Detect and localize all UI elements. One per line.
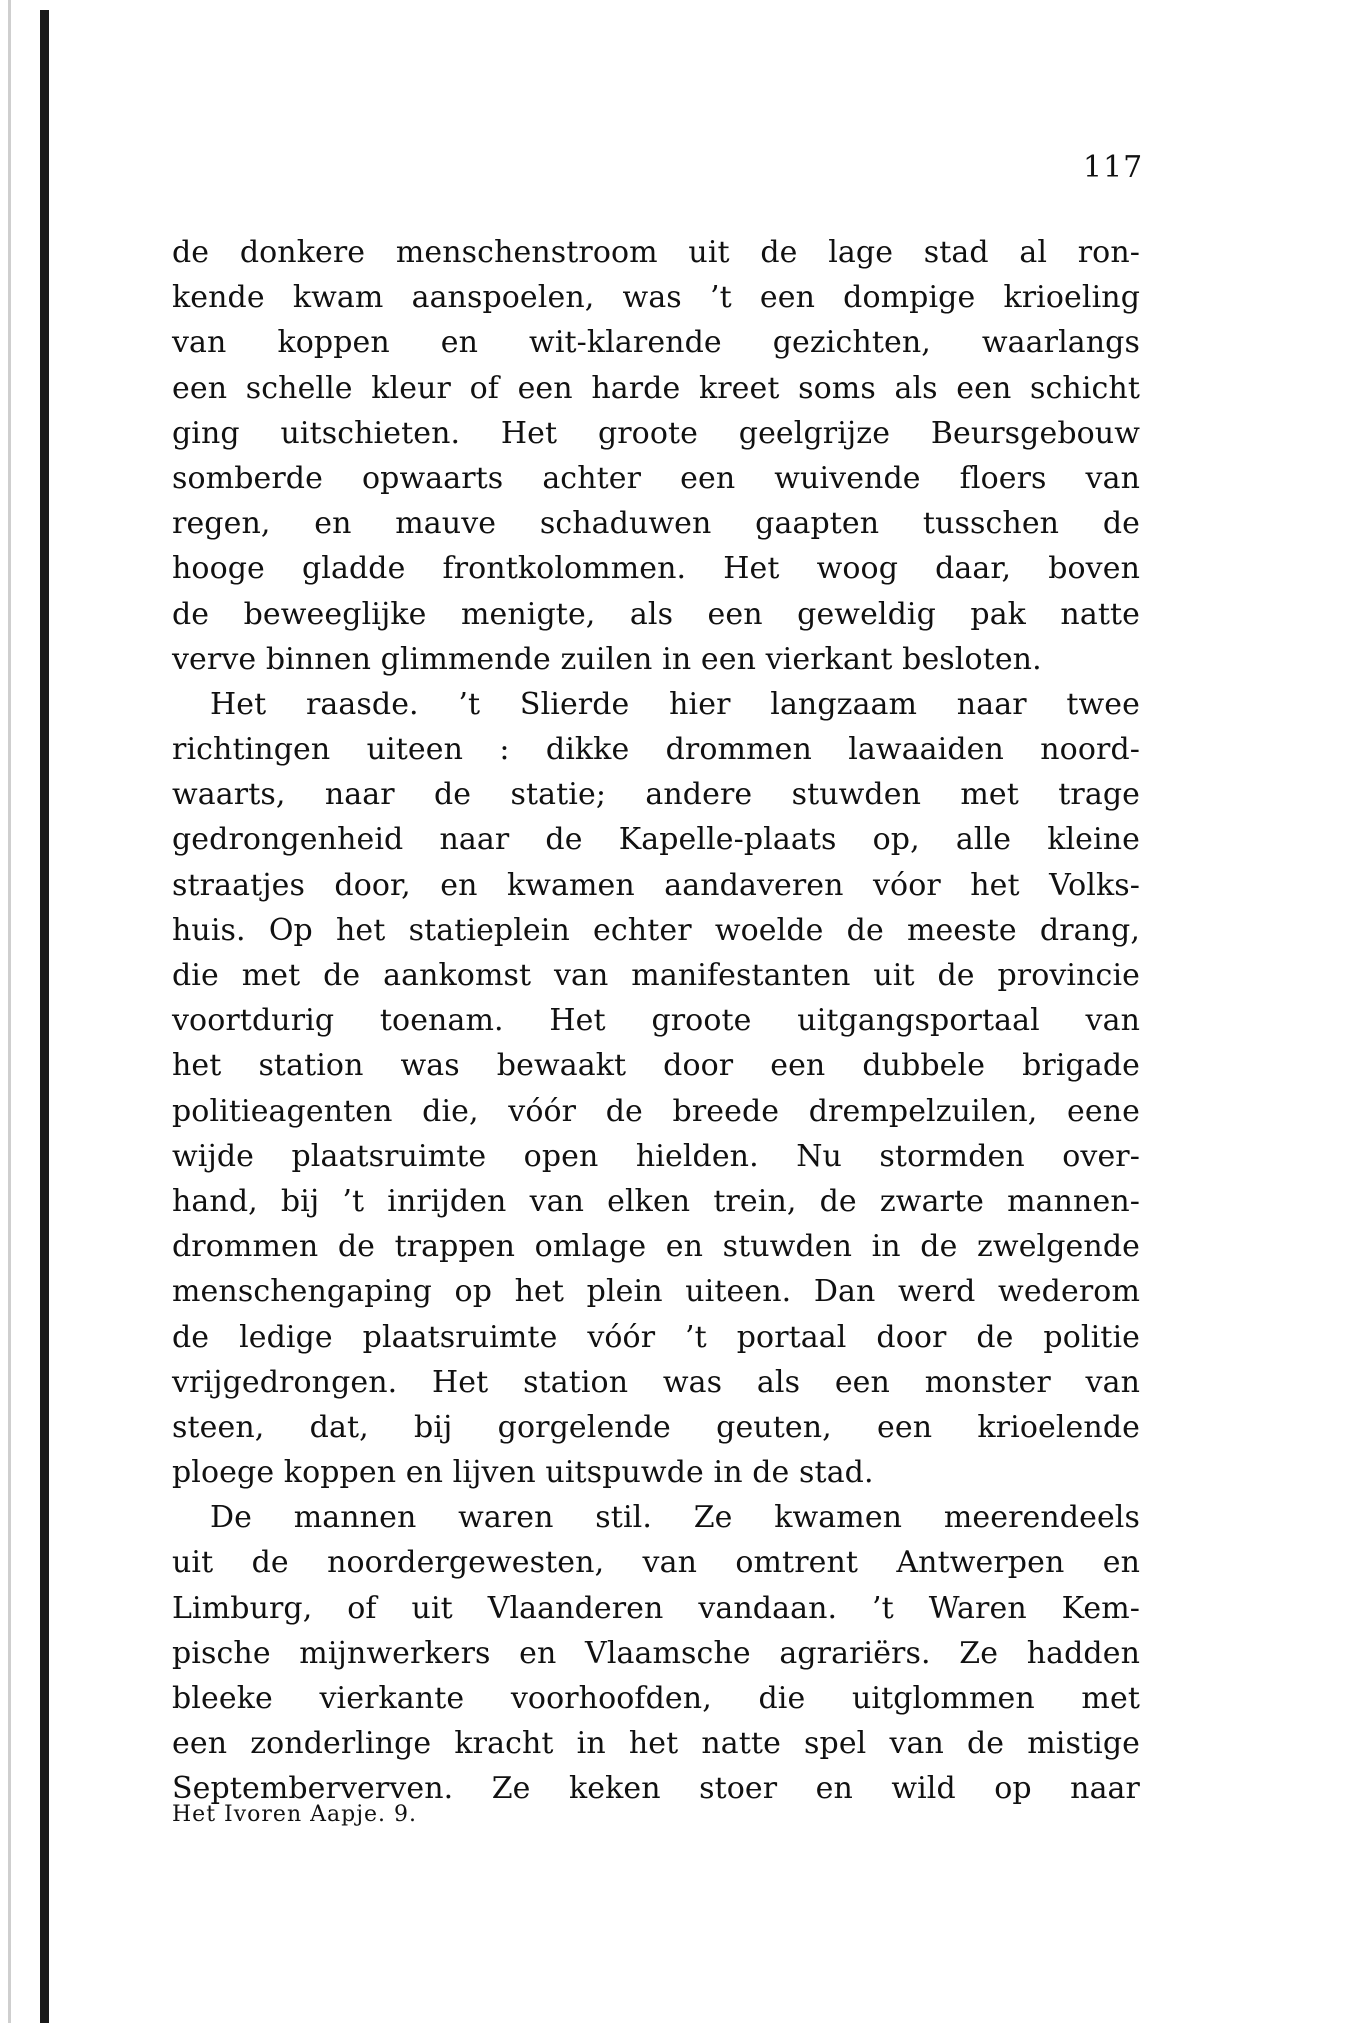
text-line: De mannen waren stil. Ze kwamen meerendeels: [210, 1500, 1140, 1536]
text-line: verve binnen glimmende zuilen in een vierkant besloten.: [172, 641, 1042, 677]
text-line: hooge gladde frontkolommen. Het woog daar, boven: [172, 551, 1140, 587]
text-line: het station was bewaakt door een dubbele brigade: [172, 1048, 1140, 1084]
text-line: drommen de trappen omlage en stuwden in de zwelgende: [172, 1229, 1140, 1265]
text-line: richtingen uiteen : dikke drommen lawaaiden noord-: [172, 732, 1140, 768]
text-line: pische mijnwerkers en Vlaamsche agrariërs. Ze hadden: [172, 1635, 1140, 1671]
text-line: ploege koppen en lijven uitspuwde in de stad.: [172, 1455, 874, 1491]
text-line: een zonderlinge kracht in het natte spel van de mistige: [172, 1726, 1140, 1762]
text-line: wijde plaatsruimte open hielden. Nu stormden over-: [172, 1138, 1140, 1174]
text-line: die met de aankomst van manifestanten uit de provincie: [172, 958, 1140, 993]
page-number: 117: [1083, 150, 1144, 185]
text-line: waarts, naar de statie; andere stuwden met trage: [172, 777, 1140, 813]
text-line: een schelle kleur of een harde kreet soms als een schicht: [172, 370, 1140, 406]
text-line: somberde opwaarts achter een wuivende floers van: [172, 460, 1140, 496]
text-line: ging uitschieten. Het groote geelgrijze Beursgebouw: [172, 415, 1140, 451]
text-line: voortdurig toenam. Het groote uitgangsportaal van: [172, 1003, 1140, 1039]
text-line: gedrongenheid naar de Kapelle-plaats op, alle kleine: [172, 822, 1140, 858]
text-line: huis. Op het statieplein echter woelde de meeste drang,: [172, 912, 1140, 948]
text-line: straatjes door, en kwamen aandaveren vóor het Volks-: [172, 867, 1140, 903]
text-line: de donkere menschenstroom uit de lage stad al ron-: [172, 235, 1140, 270]
text-line: Septemberverven. Ze keken stoer en wild op naar: [172, 1771, 1140, 1807]
text-line: bleeke vierkante voorhoofden, die uitglommen met: [172, 1681, 1140, 1716]
text-line: de ledige plaatsruimte vóór ’t portaal door de politie: [172, 1319, 1140, 1355]
text-line: van koppen en wit-klarende gezichten, waarlangs: [172, 325, 1140, 361]
signature-footer: Het Ivoren Aapje. 9.: [172, 1802, 418, 1827]
text-line: steen, dat, bij gorgelende geuten, een krioelende: [172, 1409, 1140, 1445]
text-line: Het raasde. ’t Slierde hier langzaam naar twee: [210, 686, 1140, 722]
text-line: kende kwam aanspoelen, was ’t een dompige krioeling: [172, 280, 1140, 316]
text-line: vrijgedrongen. Het station was als een monster van: [172, 1364, 1140, 1400]
text-line: Limburg, of uit Vlaanderen vandaan. ’t Waren Kem-: [172, 1590, 1140, 1626]
text-line: hand, bij ’t inrijden van elken trein, de zwarte mannen-: [172, 1183, 1140, 1219]
text-line: menschengaping op het plein uiteen. Dan werd wederom: [172, 1274, 1140, 1310]
text-line: politieagenten die, vóór de breede drempelzuilen, eene: [172, 1093, 1140, 1129]
page-edge: [8, 0, 11, 2023]
binding-shadow: [40, 10, 49, 2023]
text-line: de beweeglijke menigte, als een geweldig pak natte: [172, 596, 1140, 632]
body-text: [172, 230, 1140, 1812]
text-line: regen, en mauve schaduwen gaapten tusschen de: [172, 506, 1140, 542]
text-line: uit de noordergewesten, van omtrent Antwerpen en: [172, 1545, 1140, 1581]
